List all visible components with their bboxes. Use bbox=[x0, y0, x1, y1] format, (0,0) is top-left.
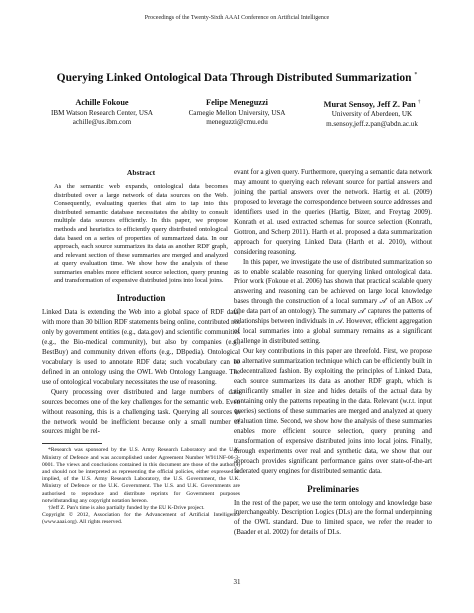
author-name: Felipe Meneguzzi bbox=[206, 98, 268, 107]
author-block-1 bbox=[42, 98, 162, 128]
proceedings-header: Proceedings of the Twenty-Sixth AAAI Conference on Artificial Intelligence bbox=[144, 15, 330, 21]
left-column bbox=[42, 168, 240, 527]
footnote-funding: *Research was sponsored by the U.S. Army Research Laboratory and the U.K. Ministry of Defence and was accomplished under Agreement Number W911NF-06-3-0001. The views and conclusions contained in this document are those of the author(s) and should not be interpreted as representing the official policies, either expressed or implied, of the U.S. Army Research Laboratory, the U.S. Government, the U.K. Ministry of Defence or the U.K. Government. The U.S. and U.K. Governments are authorised to reproduce and distribute reprints for Government purposes notwithstanding any copyright notation hereon. bbox=[42, 447, 240, 504]
footnote-divider bbox=[42, 443, 102, 444]
author-name bbox=[304, 98, 440, 109]
author-footnote-mark: † bbox=[417, 100, 421, 105]
footnote-pan: †Jeff Z. Pan's time is also partially funded by the EU K-Drive project. bbox=[48, 505, 205, 512]
right-paragraph-2: In this paper, we investigate the use of distributed summarization so as to enable scalable reasoning for querying linked ontological data. Prior work (Fokoue et al. 2006) has shown that practical scalable query answering and reasoning can be achieved on large local knowledge bases through the construction of a local summary 𝒜′ of an ABox 𝒜 (the data part of an ontology). The summary 𝒜′ captures the patterns of relationships between individuals in 𝒜. However, efficient aggregation of local summaries into a global summary remains as a significant challenge in distributed setting. bbox=[234, 258, 432, 346]
author-name-text: Murat Sensoy, Jeff Z. Pan bbox=[323, 99, 416, 109]
right-paragraph-1: evant for a given query. Furthermore, querying a semantic data network may amount to querying each relevant source for partial answers and joining the partial answers over the network. Hartig et al. (2009) proposed to leverage the correspondence between source addresses and identifiers used in the queries (Hartig, Bizer, and Freytag 2009). Konrath et al. used extracted schemas for source selection (Konrath, Gottron, and Scherp 2011). Harth et al. proposed a data summarization approach for querying Linked Data (Harth et al. 2010), without considering reasoning. bbox=[234, 169, 432, 256]
page-number: 31 bbox=[233, 578, 241, 586]
paper-title bbox=[0, 72, 474, 84]
author-email: meneguzzi@cmu.edu bbox=[206, 118, 268, 127]
title-footnote-mark: * bbox=[414, 72, 418, 79]
right-paragraph-3: Our key contributions in this paper are threefold. First, we propose an alternative summarization technique which can be efficiently built in a decentralized fashion. By exploiting the principles of Linked Data, each source summarizes its data as another RDF graph, which is significantly smaller in size and hides details of the actual data by containing only the patterns repeating in the data. Relevant (w.r.t. input queries) sections of these summaries are merged and analyzed at query evaluation time. Second, we show how the analysis of these summaries enables more efficient source selection, query pruning and transformation of expensive distributed joins into local joins. Finally, through experiments over real and synthetic data, we show that our approach provides significant performance gains over state-of-the-art federated query engines for distributed semantic data. bbox=[234, 348, 432, 475]
abstract-text: As the semantic web expands, ontological data becomes distributed over a large network of data sources on the Web. Consequently, evaluating queries that aim to tap into this distributed semantic database necessitates the ability to consult multiple data sources efficiently. In this paper, we propose methods and heuristics to efficiently query distributed ontological data based on a series of properties of summarized data. In our approach, each source summarizes its data as another RDF graph, and relevant section of these summaries are merged and analyzed at query evaluation time. We show how the analysis of these summaries enables more efficient source selection, query pruning and transformation of expensive distributed joins into local joins. bbox=[54, 182, 228, 285]
copyright-notice: Copyright © 2012, Association for the Advancement of Artificial Intelligence (www.aaai.org). All rights reserved. bbox=[42, 512, 240, 526]
right-column bbox=[234, 168, 432, 538]
introduction-heading: Introduction bbox=[116, 293, 166, 304]
author-name: Achille Fokoue bbox=[75, 98, 129, 107]
author-block-3 bbox=[304, 98, 440, 130]
author-affiliation: IBM Watson Research Center, USA bbox=[50, 108, 154, 117]
author-block-2 bbox=[176, 98, 298, 128]
title-text: Querying Linked Ontological Data Through Distributed Summarization bbox=[56, 72, 412, 84]
author-email: achille@us.ibm.com bbox=[72, 118, 132, 127]
abstract-heading: Abstract bbox=[126, 168, 156, 177]
right-paragraph-4: In the rest of the paper, we use the term ontology and knowledge base interchangeably. Description Logics (DLs) are the formal underpinning of the OWL standard. Due to limited space, we refer the reader to (Baader et al. 2002) for details of DLs. bbox=[234, 499, 432, 537]
preliminaries-heading: Preliminaries bbox=[307, 483, 359, 494]
author-affiliation: Carnegie Mellon University, USA bbox=[188, 108, 286, 117]
intro-paragraph-1: Linked Data is extending the Web into a global space of RDF data, with more than 30 billion RDF statements being online, contributed not only by government entities (e.g., data.gov) and scientific communities (e.g., the Bio-medical community), but also by companies (e.g., BestBuy) and community driven efforts (e.g., DBpedia). Ontological vocabulary is used to annotate RDF data; such vocabulary can be defined in an ontology using the OWL Web Ontology Language. The use of ontological vocabulary necessitates the use of reasoning. bbox=[42, 309, 240, 386]
intro-paragraph-2: Query processing over distributed and large numbers of data sources becomes one of the key challenges for the semantic web. Even without reasoning, this is a challenging task. Querying all sources in the network would be inefficient because only a small number of sources might be rel- bbox=[42, 388, 240, 436]
author-email: m.sensoy,jeff.z.pan@abdn.ac.uk bbox=[326, 119, 418, 128]
author-affiliation: University of Aberdeen, UK bbox=[331, 110, 413, 119]
